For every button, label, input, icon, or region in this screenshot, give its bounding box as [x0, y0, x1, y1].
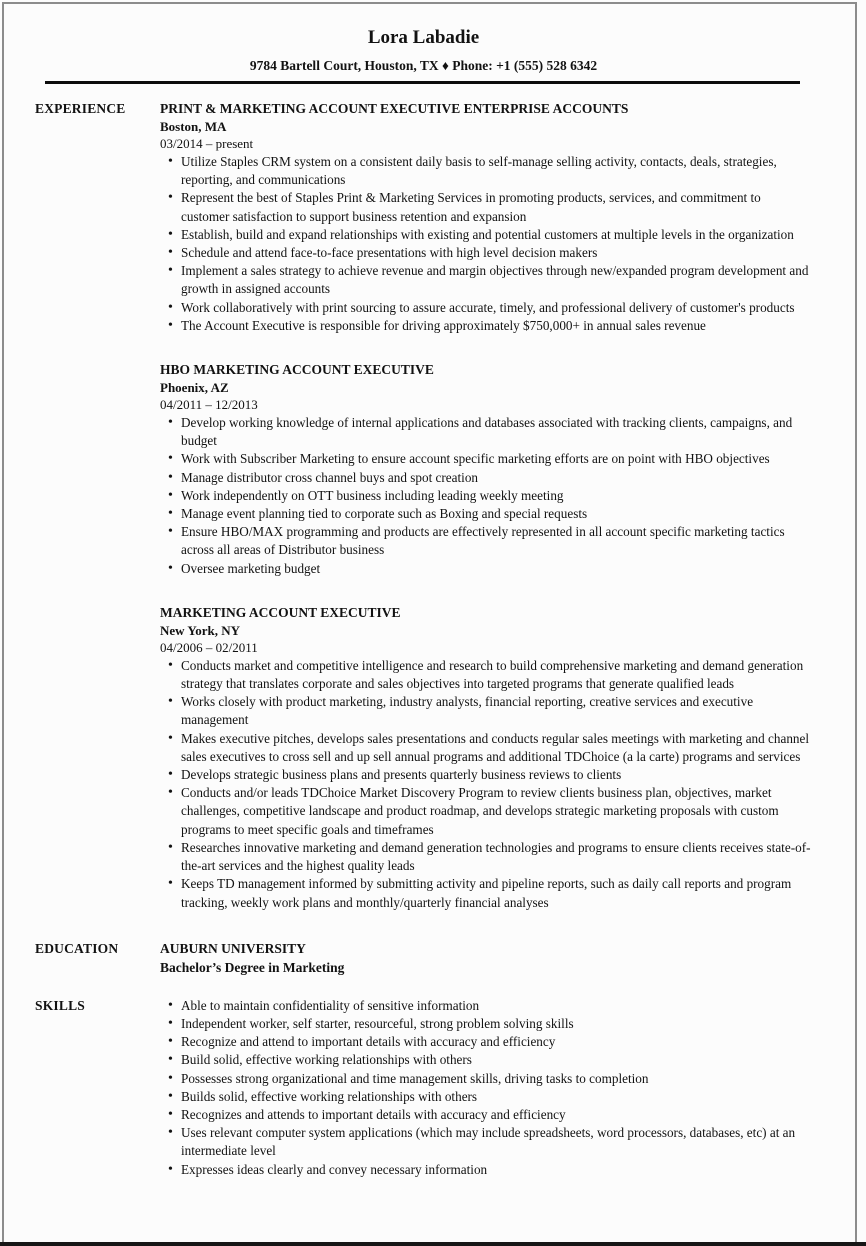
job-bullets [160, 414, 812, 578]
job-entry [160, 603, 812, 912]
bullet-item: • Conducts market and competitive intelligence and research to build comprehensive marketing and demand generation strategy that translates corporate and sales objectives into targeted programs that generate qualified leads [160, 657, 812, 693]
job-bullets [160, 657, 812, 912]
bullet-item: • Schedule and attend face-to-face presentations with high level decision makers [160, 244, 812, 262]
header-rule [45, 81, 800, 84]
bullet-item: • Work with Subscriber Marketing to ensure account specific marketing efforts are on point with HBO objectives [160, 450, 812, 468]
bullet-item: • Develops strategic business plans and presents quarterly business reviews to clients [160, 766, 812, 784]
job-location: Boston, MA [160, 119, 227, 134]
bullet-item: • Utilize Staples CRM system on a consistent daily basis to self-manage selling activity, contacts, deals, strategies, reporting, and communications [160, 153, 812, 189]
bullet-item: • Researches innovative marketing and demand generation technologies and programs to ensure clients receives state-of-the-art services and the highest quality leads [160, 839, 812, 875]
bullet-item: • Works closely with product marketing, industry analysts, financial reporting, creative services and executive management [160, 693, 812, 729]
job-title: PRINT & MARKETING ACCOUNT EXECUTIVE ENTERPRISE ACCOUNTS [160, 101, 629, 116]
job-title: MARKETING ACCOUNT EXECUTIVE [160, 604, 401, 620]
bullet-item: • Implement a sales strategy to achieve revenue and margin objectives through new/expanded program development and growth in assigned accounts [160, 262, 812, 298]
job-entry [160, 360, 812, 578]
job-entry [160, 99, 812, 335]
bullet-item: • Recognize and attend to important details with accuracy and efficiency [160, 1033, 812, 1051]
job-dates: 03/2014 – present [160, 136, 254, 151]
skills-list [160, 997, 812, 1179]
bullet-item: • Work collaboratively with print sourcing to assure accurate, timely, and professional delivery of customer's products [160, 299, 812, 317]
bullet-item: • Manage distributor cross channel buys and spot creation [160, 469, 812, 487]
bullet-item: • Possesses strong organizational and time management skills, driving tasks to completion [160, 1070, 812, 1088]
bullet-item: • Builds solid, effective working relationships with others [160, 1088, 812, 1106]
bullet-item: • Makes executive pitches, develops sales presentations and conducts regular sales meetings with marketing and channel sales executives to cross sell and up sell annual programs and additional TDChoice (a la carte) programs and services [160, 730, 812, 766]
bullet-item: • Represent the best of Staples Print & Marketing Services in promoting products, services, and commitment to customer satisfaction to support business retention and expansion [160, 189, 812, 225]
experience-section [160, 99, 812, 912]
bullet-item: • Expresses ideas clearly and convey necessary information [160, 1161, 812, 1179]
bullet-item: • Keeps TD management informed by submitting activity and pipeline reports, such as daily call reports and program tracking, weekly work plans and monthly/quarterly financial analyses [160, 875, 812, 911]
job-bullets [160, 153, 812, 335]
job-title: HBO MARKETING ACCOUNT EXECUTIVE [160, 362, 434, 378]
bullet-item: • Conducts and/or leads TDChoice Market Discovery Program to review clients business plan, objectives, market challenges, competitive landscape and product roadmap, and develops strategic marketing proposals with custom programs to meet specific goals and timeframes [160, 784, 812, 839]
bullet-item: • Able to maintain confidentiality of sensitive information [160, 997, 812, 1015]
contact-line: 9784 Bartell Court, Houston, TX ♦ Phone: +1 (555) 528 6342 [249, 58, 598, 73]
section-label-skills: SKILLS [35, 997, 85, 1013]
job-dates: 04/2006 – 02/2011 [160, 639, 258, 655]
job-dates: 04/2011 – 12/2013 [160, 397, 258, 413]
bullet-item: • Oversee marketing budget [160, 560, 812, 578]
job-location: Phoenix, AZ [160, 380, 229, 396]
bullet-item: • Manage event planning tied to corporate such as Boxing and special requests [160, 505, 812, 523]
candidate-name: Lora Labadie [367, 27, 480, 48]
bullet-item: • Recognizes and attends to important details with accuracy and efficiency [160, 1106, 812, 1124]
bullet-item: • Independent worker, self starter, resourceful, strong problem solving skills [160, 1015, 812, 1033]
bullet-item: • Develop working knowledge of internal applications and databases associated with tracking clients, campaigns, and budget [160, 414, 812, 450]
resume-body-grid [35, 99, 812, 1179]
skills-section [160, 996, 812, 1179]
job-location: New York, NY [160, 622, 241, 638]
bullet-item: • The Account Executive is responsible for driving approximately $750,000+ in annual sales revenue [160, 317, 812, 335]
school-name: AUBURN UNIVERSITY [160, 940, 306, 956]
degree-name: Bachelor’s Degree in Marketing [160, 959, 345, 975]
bullet-item: • Build solid, effective working relationships with others [160, 1051, 812, 1069]
section-label-experience: EXPERIENCE [35, 101, 126, 116]
bullet-item: • Work independently on OTT business including leading weekly meeting [160, 487, 812, 505]
page-bottom-edge [0, 1242, 866, 1246]
bullet-item: • Ensure HBO/MAX programming and products are effectively represented in all account specific marketing tactics across all areas of Distributor business [160, 523, 812, 559]
education-section [160, 939, 812, 977]
bullet-item: • Uses relevant computer system applications (which may include spreadsheets, word processors, databases, etc) at an intermediate level [160, 1124, 812, 1160]
bullet-item: • Establish, build and expand relationships with existing and potential customers at multiple levels in the organization [160, 226, 812, 244]
section-label-education: EDUCATION [35, 940, 119, 956]
